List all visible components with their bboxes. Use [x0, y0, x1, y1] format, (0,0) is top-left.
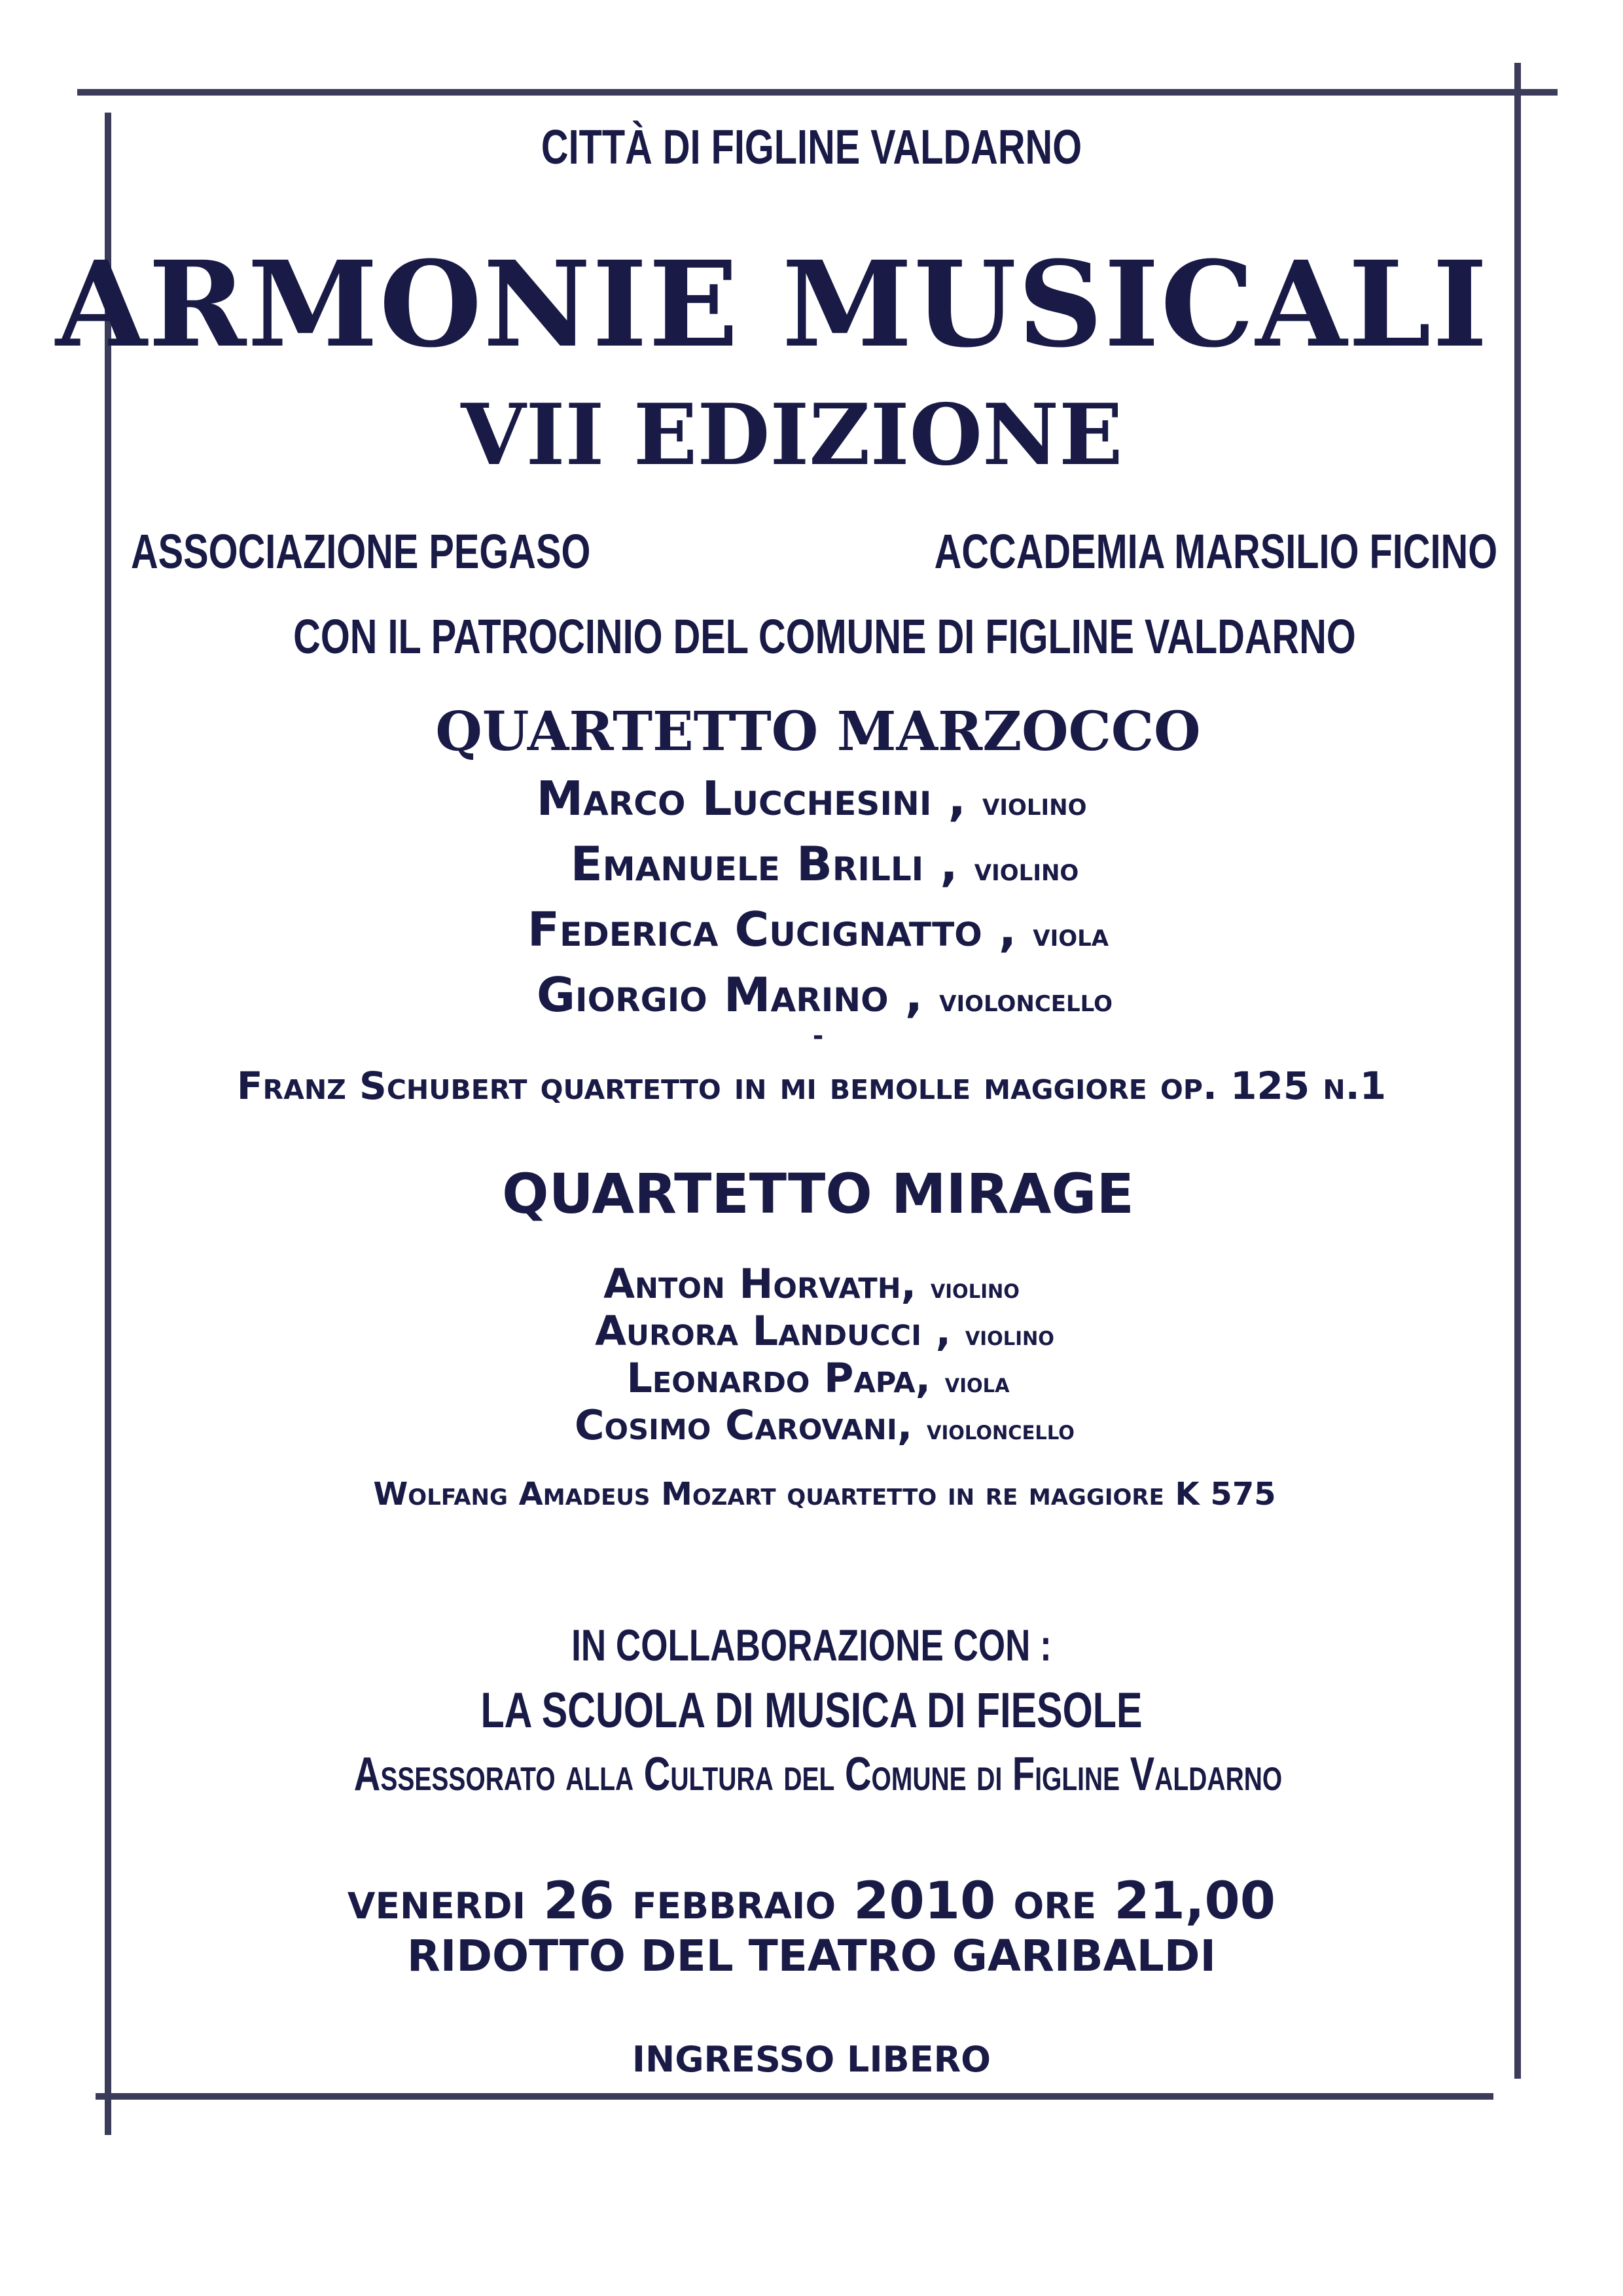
member-name: Anton Horvath,: [603, 1260, 917, 1308]
quartet-1-member: [7, 902, 1623, 957]
quartet-1-member: [13, 836, 1623, 891]
member-role: violoncello: [939, 982, 1113, 1019]
separator-dash: -: [812, 1021, 824, 1051]
frame-top-rule: [77, 89, 1558, 96]
member-name: Emanuele Brilli ,: [570, 836, 958, 891]
member-role: violino: [982, 786, 1087, 823]
member-role: violino: [974, 852, 1079, 888]
quartet-2-program: Wolfang Amadeus Mozart quartetto in re maggiore K 575: [373, 1476, 1276, 1513]
member-name: Cosimo Carovani,: [575, 1401, 913, 1449]
event-entry: INGRESSO LIBERO: [632, 2039, 991, 2080]
member-name: Federica Cucignatto ,: [527, 902, 1017, 957]
patronage-line: CON IL PATROCINIO DEL COMUNE DI FIGLINE VALDARNO: [293, 609, 1356, 664]
collaboration-heading: IN COLLABORAZIONE CON :: [571, 1621, 1052, 1670]
member-name: Giorgio Marino ,: [536, 967, 923, 1022]
quartet-1-name: QUARTETTO MARZOCCO: [435, 700, 1201, 763]
quartet-2-member: [13, 1401, 1623, 1449]
quartet-1-program: Franz Schubert quartetto in mi bemolle maggiore op. 125 n.1: [236, 1064, 1387, 1108]
collaboration-partner: Assessorato alla Cultura del Comune di Figline Valdarno: [353, 1748, 1283, 1801]
quartet-2-name: QUARTETTO MIRAGE: [502, 1162, 1134, 1226]
member-name: Leonardo Papa,: [626, 1354, 931, 1402]
member-role: violoncello: [927, 1414, 1075, 1446]
quartet-2-member: [0, 1260, 1623, 1308]
member-role: viola: [1033, 917, 1109, 954]
collaboration-partner: LA SCUOLA DI MUSICA DI FIESOLE: [480, 1683, 1143, 1738]
member-role: violino: [965, 1319, 1054, 1352]
member-name: Aurora Landucci ,: [595, 1307, 952, 1355]
member-name: Marco Lucchesini ,: [536, 771, 966, 826]
quartet-2-member: [13, 1307, 1623, 1355]
edition-label: VII EDIZIONE: [461, 386, 1123, 484]
organizer-left: ASSOCIAZIONE PEGASO: [131, 524, 591, 579]
quartet-2-member: [7, 1354, 1623, 1402]
member-role: violino: [930, 1272, 1020, 1304]
event-venue: RIDOTTO DEL TEATRO GARIBALDI: [406, 1931, 1217, 1981]
event-date-time: venerdi 26 febbraio 2010 ore 21,00: [347, 1872, 1276, 1931]
quartet-1-member: [13, 967, 1623, 1022]
event-title: ARMONIE MUSICALI: [56, 236, 1489, 374]
member-role: viola: [944, 1367, 1010, 1399]
frame-bottom-rule: [96, 2093, 1493, 2100]
city-heading: CITTÀ DI FIGLINE VALDARNO: [541, 120, 1082, 174]
organizer-right: ACCADEMIA MARSILIO FICINO: [934, 524, 1497, 579]
quartet-1-member: [0, 771, 1623, 826]
